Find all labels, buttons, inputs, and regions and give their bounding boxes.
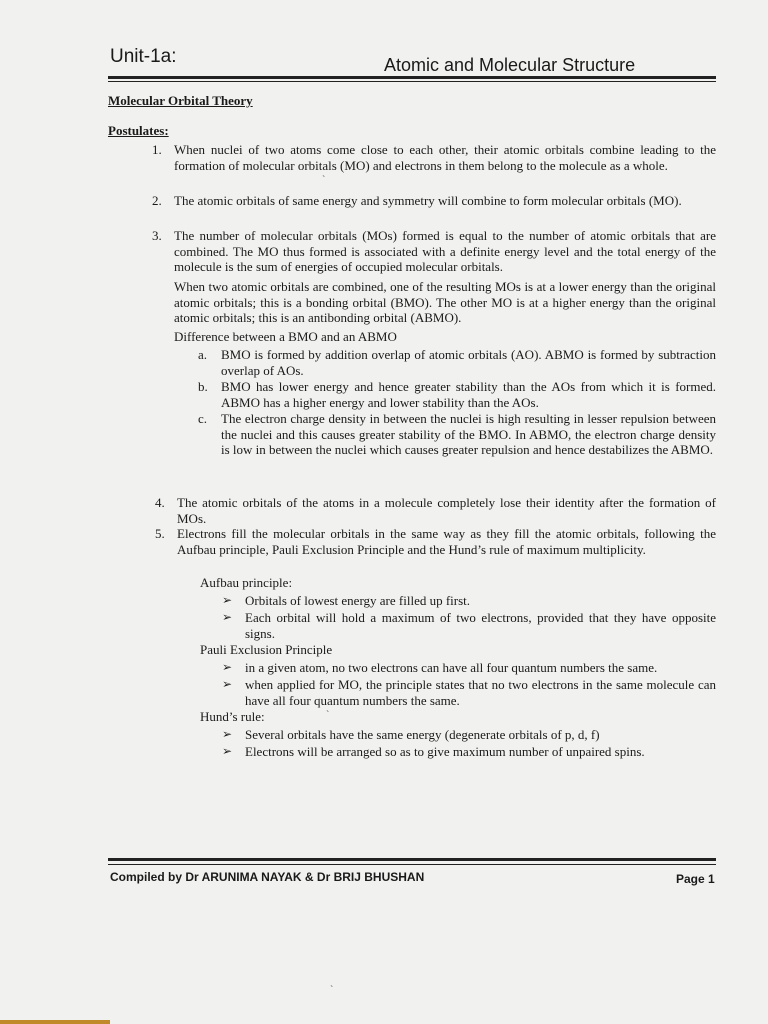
pauli-heading: Pauli Exclusion Principle — [200, 642, 333, 657]
item-number: 5. — [155, 526, 165, 541]
hund-bullet: Electrons will be arranged so as to give maximum number of unpaired spins. — [245, 744, 645, 759]
arrow-bullet-icon: ➢ — [222, 593, 233, 607]
bmo-abmo-explanation: When two atomic orbitals are combined, one of the resulting MOs is at a lower energy than the original atomic orbitals; this is a bonding orbital (BMO). The other MO is at a higher energy than the original atomic orbitals; this is an antibonding orbital (ABMO). — [174, 279, 716, 325]
header-rule-thick — [108, 76, 716, 79]
arrow-bullet-icon: ➢ — [222, 677, 233, 691]
item-number: 4. — [155, 495, 165, 510]
aufbau-bullet: Orbitals of lowest energy are filled up first. — [245, 593, 471, 608]
footer-rule-thick — [108, 858, 716, 861]
postulate-text: The atomic orbitals of same energy and symmetry will combine to form molecular orbitals (MO). — [174, 193, 682, 208]
arrow-bullet-icon: ➢ — [222, 727, 233, 741]
arrow-bullet-icon: ➢ — [222, 660, 233, 674]
header-rule-thin — [108, 81, 716, 82]
difference-text: BMO has lower energy and hence greater stability than the AOs from which it is formed. ABMO has a higher energy and lower stability than the AOs. — [221, 379, 716, 410]
postulate-text: The number of molecular orbitals (MOs) formed is equal to the number of atomic orbitals that are combined. The MO thus formed is associated with a definite energy level and the total energy of the molecule is the sum of energies of occupied molecular orbitals. — [174, 228, 716, 274]
postulates-heading: Postulates: — [108, 123, 169, 138]
hund-bullet: Several orbitals have the same energy (degenerate orbitals of p, d, f) — [245, 727, 600, 742]
page-number: Page 1 — [676, 872, 715, 886]
footer-credit: Compiled by Dr ARUNIMA NAYAK & Dr BRIJ BHUSHAN — [110, 870, 425, 884]
arrow-bullet-icon: ➢ — [222, 744, 233, 758]
unit-label: Unit-1a: — [110, 46, 177, 67]
hund-heading: Hund’s rule: — [200, 709, 265, 724]
footer-rule-thin — [108, 864, 716, 865]
item-number: 2. — [152, 193, 162, 208]
scan-speck: ` — [322, 175, 326, 186]
pauli-bullet: when applied for MO, the principle states that no two electrons in the same molecule can have all four quantum numbers the same. — [245, 677, 716, 708]
aufbau-bullet: Each orbital will hold a maximum of two electrons, provided that they have opposite signs. — [245, 610, 716, 641]
page-title: Atomic and Molecular Structure — [384, 55, 636, 75]
aufbau-heading: Aufbau principle: — [200, 575, 293, 590]
difference-letter: b. — [198, 379, 208, 394]
scan-speck: ` — [326, 710, 330, 721]
difference-letter: a. — [198, 347, 208, 362]
scan-speck: ` — [330, 985, 334, 996]
difference-text: The electron charge density in between the nuclei is high resulting in lesser repulsion between the nuclei and this causes greater stability of the BMO. In ABMO, the electron charge density is low in between the nuclei which causes greater repulsion and hence destabilizes the ABMO. — [221, 411, 716, 457]
item-number: 3. — [152, 228, 162, 243]
postulate-text: Electrons fill the molecular orbitals in the same way as they fill the atomic orbitals, following the Aufbau principle, Pauli Exclusion Principle and the Hund’s rule of maximum multiplicity. — [177, 526, 716, 557]
postulate-text: When nuclei of two atoms come close to each other, their atomic orbitals combine leading to the formation of molecular orbitals (MO) and electrons in them belong to the molecule as a whole. — [174, 142, 716, 173]
difference-text: BMO is formed by addition overlap of atomic orbitals (AO). ABMO is formed by subtraction overlap of AOs. — [221, 347, 716, 378]
difference-heading: Difference between a BMO and an ABMO — [174, 329, 397, 344]
item-number: 1. — [152, 142, 162, 157]
scan-edge — [0, 1020, 110, 1024]
arrow-bullet-icon: ➢ — [222, 610, 233, 624]
postulate-text: The atomic orbitals of the atoms in a molecule completely lose their identity after the formation of MOs. — [177, 495, 716, 526]
pauli-bullet: in a given atom, no two electrons can have all four quantum numbers the same. — [245, 660, 658, 675]
difference-letter: c. — [198, 411, 208, 426]
section-title: Molecular Orbital Theory — [108, 93, 253, 108]
